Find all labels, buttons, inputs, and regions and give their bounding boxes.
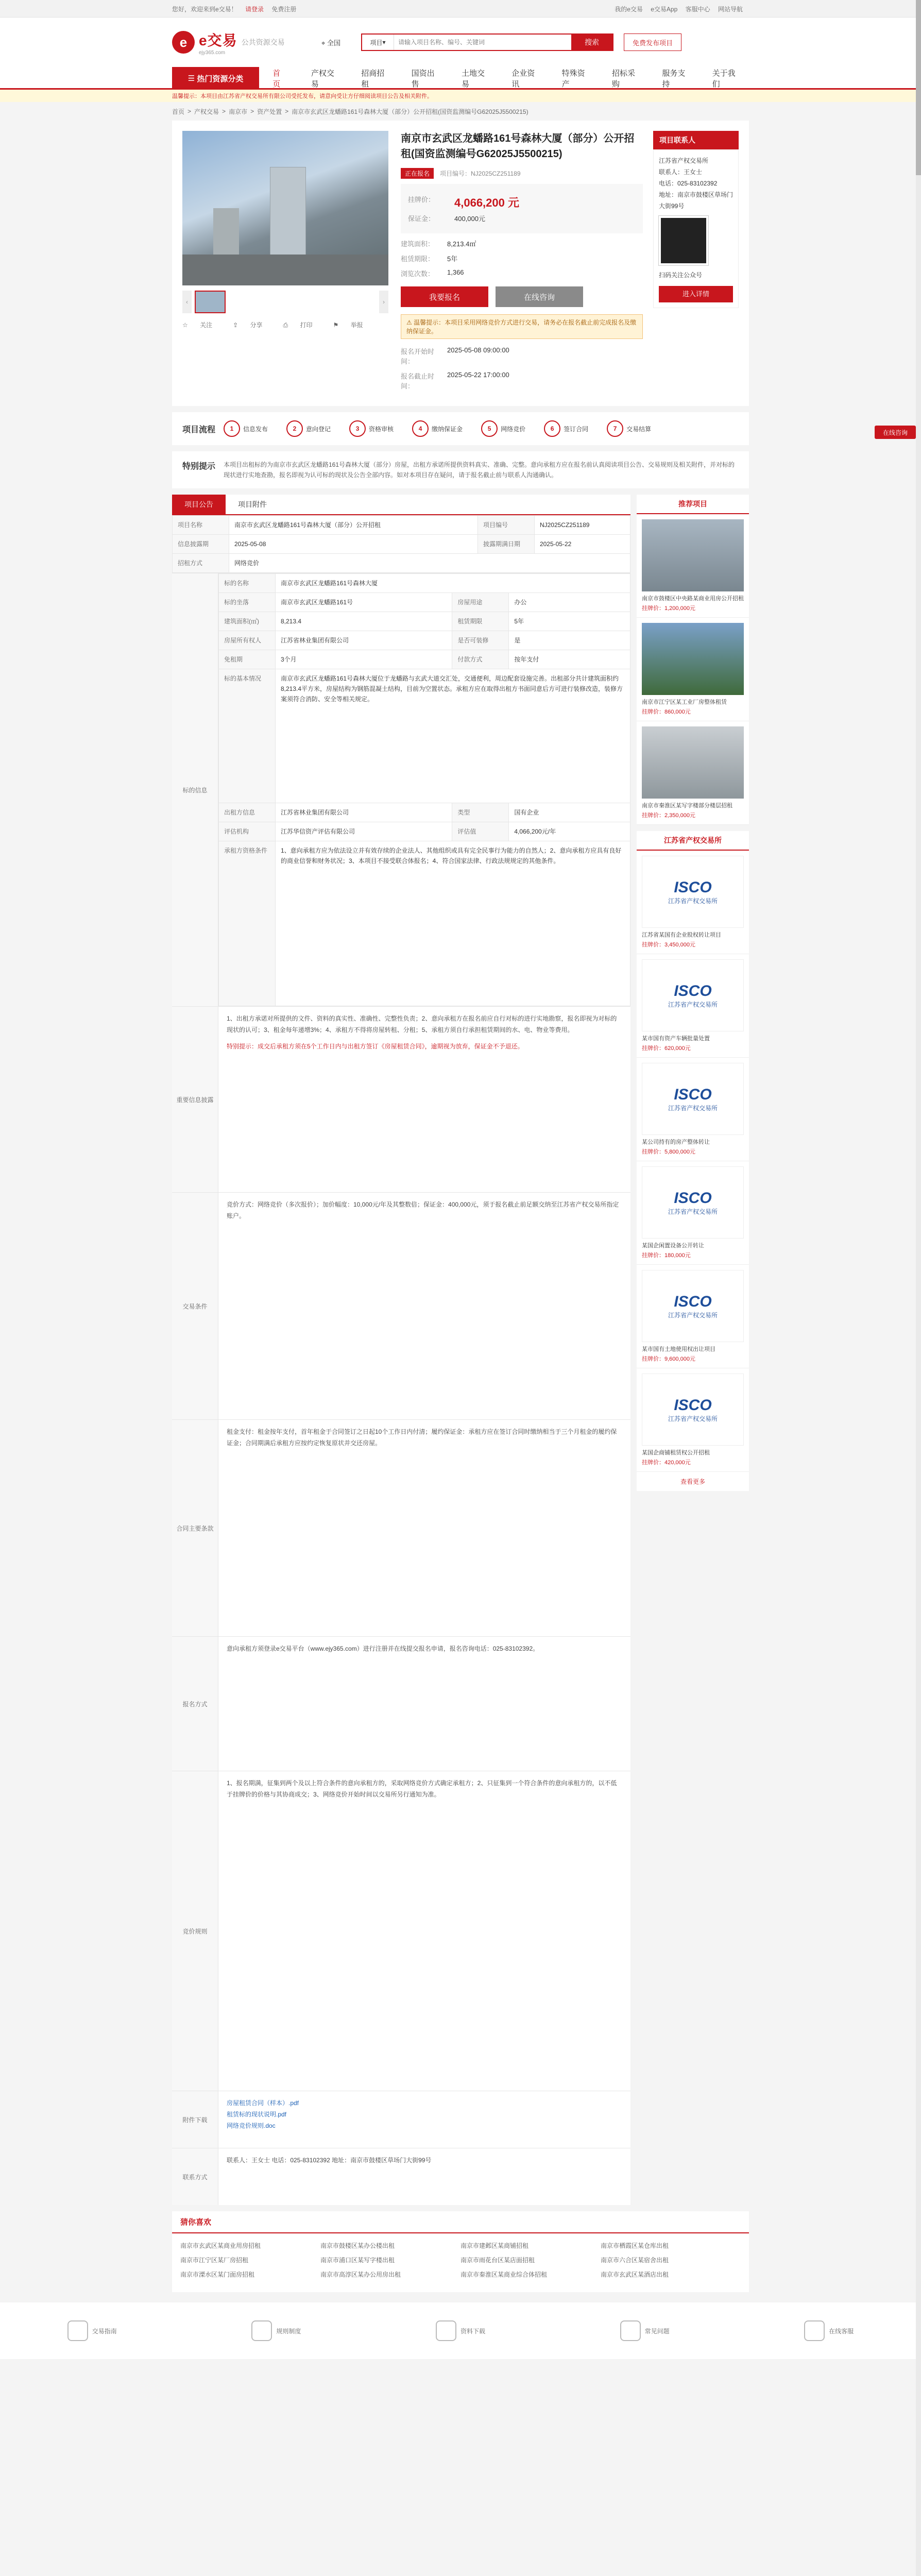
- menu-icon: ☰: [187, 74, 197, 83]
- follow-action[interactable]: [182, 320, 223, 329]
- search-input[interactable]: [394, 35, 571, 50]
- cell-value: 南京市玄武区龙蟠路161号森林大厦位于龙蟠路与玄武大道交汇处，交通便利，周边配套设施完善。出租部分共计建筑面积约8,213.4平方米，房屋结构为钢筋混凝土结构，目前为空置状态。承租方应在取得出租方书面同意后方可进行装修改造，装修方案须符合消防、安全等相关规定。: [276, 669, 630, 803]
- recommend-item[interactable]: 南京市江宁区某厂房招租: [180, 2257, 249, 2264]
- recommend-item[interactable]: 南京市溧水区某门面房招租: [180, 2271, 255, 2278]
- search-bar: [361, 33, 613, 51]
- price-label: 挂牌价：: [408, 196, 435, 204]
- download-icon: [436, 2320, 456, 2341]
- report-action[interactable]: [333, 320, 373, 329]
- views-value: 1,366: [447, 268, 464, 276]
- recommend-item[interactable]: 南京市浦口区某写字楼出租: [320, 2257, 395, 2264]
- warning-text: 温馨提示：本项目采用网络竞价方式进行交易，请务必在报名截止前完成报名及缴纳保证金。: [406, 319, 637, 335]
- isco-card[interactable]: [637, 1161, 749, 1265]
- isco-name: 江苏省产权交易所: [668, 1104, 718, 1112]
- register-link[interactable]: 免费注册: [271, 5, 297, 13]
- nav-item-about[interactable]: 关于我们: [712, 69, 736, 89]
- cell-key: 项目编号: [477, 516, 534, 535]
- notice-bar: 温馨提示：本项目由江苏省产权交易所有限公司受托发布，请意向受让方仔细阅读项目公告及相关附件。: [0, 90, 921, 102]
- isco-logo: ISCO: [674, 878, 712, 896]
- service-chat[interactable]: [804, 2320, 854, 2341]
- logo-text: e交易: [199, 32, 237, 48]
- contract-text: 租金支付：租金按年支付，首年租金于合同签订之日起10个工作日内付清；履约保证金：承租方应在签订合同时缴纳相当于三个月租金的履约保证金；合同期满后承租方应按约定恢复原状并交还房屋。: [227, 1428, 617, 1447]
- top-link-sitemap[interactable]: 网站导航: [718, 5, 743, 13]
- float-consult-button[interactable]: 在线咨询: [875, 426, 916, 439]
- attachment-link[interactable]: 网络竞价规则.doc: [227, 2122, 276, 2129]
- cell-key: 评估机构: [219, 822, 276, 841]
- tab-announcement[interactable]: 项目公告: [172, 495, 226, 514]
- crumb-2[interactable]: 南京市: [229, 108, 248, 115]
- process-step: 4 缴纳保证金: [412, 420, 463, 437]
- cell-value: 2025-05-22: [534, 535, 630, 554]
- related-card[interactable]: [637, 721, 749, 825]
- print-action[interactable]: [283, 320, 323, 329]
- sidebar: [637, 495, 749, 2205]
- service-label: 资料下载: [460, 2327, 485, 2335]
- isco-card[interactable]: [637, 1265, 749, 1368]
- card-title: 某市国有土地使用权出让项目: [642, 1346, 715, 1352]
- project-title: 南京市玄武区龙蟠路161号森林大厦（部分）公开招租(国资监测编号G62025J5500215): [401, 133, 635, 160]
- basic-info-block: 标的信息 标的名称 南京市玄武区龙蟠路161号森林大厦 标的坐落 南京市玄武区龙蟠路161号 房屋用途 办公 建筑面积(㎡) 8,213.4 租赁期限 5年 房屋所有权人 江苏省林业集团有限公司 是否可装修 是 免租期 3个月 付款方式 按年支付 标的基本情况 南京市玄武区龙蟠路161号森林大厦位于龙蟠路与玄武大道交汇处，交通便利，周边配套设施完善。出租部分共计建筑面积约8,213.4平方米，房屋结构为钢筋混凝土结构，目前为空置状态。承租方应在取得出租方书面同意后方可进行装修改造，装修方案须符合消防、安全等相关规定。 出租方信息 江苏省林业集团有限公司 类型 国有企业 评估机构 江苏华信资产评估有限公司 评估值 4,066,200元/年 承租方资格条件 1、意向承租方应为依法设立并有效存续的企业法人、其他组织或具有完全民事行为能力的自然人；2、意向承租方应具有良好的商业信誉和财务状况；3、本项目不接受联合体报名；4、符合国家法律、行政法规规定的其他条件。: [172, 573, 630, 1006]
- nav-item-special[interactable]: 特殊资产: [561, 69, 585, 89]
- card-title: 江苏省某国有企业股权转让项目: [642, 932, 721, 938]
- cell-key: 出租方信息: [219, 803, 276, 822]
- qr-caption: 扫码关注公众号: [659, 272, 703, 279]
- card-image: [642, 519, 744, 591]
- contact-person: 联系人：王女士: [659, 168, 703, 176]
- contract-block: [172, 1419, 630, 1636]
- isco-card[interactable]: [637, 851, 749, 954]
- block-label: 标的信息: [172, 573, 218, 1006]
- service-label: 规则制度: [276, 2327, 301, 2335]
- card-price: 挂牌价：5,800,000元: [642, 1149, 695, 1155]
- special-notice: [172, 451, 749, 488]
- share-icon: ⇪: [233, 321, 238, 329]
- card-price: 挂牌价：860,000元: [642, 709, 691, 715]
- card-price: 挂牌价：620,000元: [642, 1045, 691, 1052]
- service-label: 交易指南: [92, 2327, 117, 2335]
- city-label: 全国: [327, 39, 340, 47]
- cell-key: 是否可装修: [452, 631, 509, 650]
- follow-label: 关注: [200, 321, 213, 329]
- isco-logo: ISCO: [674, 1293, 712, 1310]
- logo-mark: e: [172, 31, 195, 54]
- cell-value: 江苏华信资产评估有限公司: [276, 822, 452, 841]
- card-title: 某市国有资产车辆批量处置: [642, 1036, 710, 1042]
- recommend-item[interactable]: 南京市玄武区某商业用房招租: [180, 2242, 261, 2249]
- service-faq[interactable]: [620, 2320, 670, 2341]
- nav-item-tender[interactable]: 招标采购: [611, 69, 635, 89]
- nav-item-home[interactable]: 首页: [272, 69, 281, 89]
- share-action[interactable]: [233, 320, 272, 329]
- bid-block: [172, 1771, 630, 2091]
- nav-item-lease[interactable]: 招商招租: [361, 69, 385, 89]
- warning-icon: ⚠: [406, 319, 414, 326]
- process-section: [172, 412, 749, 445]
- cell-value: 办公: [509, 593, 630, 612]
- cell-value: 8,213.4: [276, 612, 452, 631]
- nav-item-land[interactable]: 土地交易: [461, 69, 485, 89]
- related-card[interactable]: [637, 514, 749, 618]
- city-selector[interactable]: [321, 38, 340, 47]
- period-value: 5年: [447, 255, 458, 263]
- apply-button[interactable]: 我要报名: [401, 286, 488, 307]
- contact-detail-button[interactable]: 进入详情: [659, 286, 733, 302]
- card-title: 南京市鼓楼区中央路某商业用房公开招租: [642, 596, 744, 602]
- block-label: 重要信息披露: [172, 1007, 218, 1192]
- top-link-service[interactable]: 客服中心: [685, 5, 710, 13]
- isco-name: 江苏省产权交易所: [668, 1001, 718, 1008]
- cell-value: 国有企业: [509, 803, 630, 822]
- recommend-item[interactable]: 南京市鼓楼区某办公楼出租: [320, 2242, 395, 2249]
- search-type-label: 项目: [370, 39, 383, 46]
- attachment-link[interactable]: 租赁标的现状说明.pdf: [227, 2111, 287, 2118]
- trade-text: 竞价方式：网络竞价（多次报价）；加价幅度：10,000元/年及其整数倍；保证金：400,000元，须于报名截止前足额交纳至江苏省产权交易所指定账户。: [227, 1201, 619, 1219]
- card-title: 某公司持有的房产整体转让: [642, 1139, 710, 1145]
- thumbnail-strip: [182, 291, 388, 313]
- logo-sub: ejy365.com: [199, 49, 226, 56]
- cell-value: 南京市玄武区龙蟠路161号森林大厦: [276, 574, 630, 593]
- isco-name: 江苏省产权交易所: [668, 1415, 718, 1422]
- isco-logo: ISCO: [674, 1086, 712, 1103]
- cell-value: 江苏省林业集团有限公司: [276, 803, 452, 822]
- block-label: 合同主要条款: [172, 1420, 218, 1636]
- logo[interactable]: [172, 29, 311, 56]
- recommend-item[interactable]: 南京市栖霞区某仓库出租: [601, 2242, 669, 2249]
- category-label: 热门资源分类: [197, 74, 244, 83]
- rules-icon: [251, 2320, 272, 2341]
- guide-icon: [67, 2320, 88, 2341]
- cell-key: 房屋所有权人: [219, 631, 276, 650]
- cell-key: 标的坐落: [219, 593, 276, 612]
- service-label: 常见问题: [644, 2327, 670, 2335]
- main-image[interactable]: [182, 131, 388, 285]
- contact-title: 项目联系人: [653, 131, 739, 149]
- isco-logo: ISCO: [674, 1396, 712, 1414]
- tab-attachments[interactable]: 项目附件: [238, 500, 267, 509]
- related-panel: [637, 495, 749, 825]
- top-link-app[interactable]: e交易App: [651, 5, 678, 13]
- cell-value: 是: [509, 631, 630, 650]
- card-price: 挂牌价：180,000元: [642, 1252, 691, 1259]
- start-value: 2025-05-08 09:00:00: [447, 346, 509, 354]
- area-value: 8,213.4㎡: [447, 240, 476, 248]
- top-link-my[interactable]: 我的e交易: [615, 5, 643, 13]
- service-strip: [0, 2302, 921, 2359]
- contact-address: 地址：南京市鼓楼区草场门大街99号: [659, 191, 734, 210]
- scrollbar-thumb[interactable]: [916, 0, 921, 175]
- contact-panel: [653, 131, 739, 396]
- category-menu[interactable]: [172, 67, 259, 90]
- special-title: 特别提示: [182, 462, 216, 471]
- end-value: 2025-05-22 17:00:00: [447, 371, 509, 379]
- cell-value: 江苏省林业集团有限公司: [276, 631, 452, 650]
- status-badge: 正在报名: [401, 168, 434, 179]
- top-bar: [0, 0, 921, 18]
- cell-key: 项目名称: [173, 516, 229, 535]
- related-card[interactable]: [637, 618, 749, 721]
- deposit-label: 保证金：: [408, 215, 435, 223]
- card-price: 挂牌价：9,600,000元: [642, 1356, 695, 1362]
- card-title: 某国企闲置设备公开转让: [642, 1243, 704, 1249]
- thumbnail[interactable]: [195, 291, 226, 313]
- deposit-value: 400,000元: [454, 215, 485, 223]
- chevron-right-icon[interactable]: ›: [379, 291, 388, 313]
- crumb-3[interactable]: 资产处置: [257, 108, 282, 115]
- contact-block: [172, 2148, 630, 2205]
- header: [0, 18, 921, 67]
- project-info: [401, 131, 643, 396]
- step-label: 签订合同: [564, 425, 589, 433]
- price-box: [401, 184, 643, 233]
- cell-value: 网络竞价: [229, 554, 630, 573]
- process-step: 1 信息发布: [224, 420, 268, 437]
- trade-block: [172, 1192, 630, 1419]
- recommend-title: 猜你喜欢: [172, 2211, 749, 2233]
- slogan: 公共资源交易: [241, 38, 285, 46]
- cell-value: 3个月: [276, 650, 452, 669]
- project-code: 项目编号：NJ2025CZ251189: [440, 170, 521, 177]
- cell-value: 1、意向承租方应为依法设立并有效存续的企业法人、其他组织或具有完全民事行为能力的自然人；2、意向承租方应具有良好的商业信誉和财务状况；3、本项目不接受联合体报名；4、符合国家法律、行政法规规定的其他条件。: [276, 841, 630, 1006]
- process-step: 2 意向登记: [286, 420, 331, 437]
- special-text: 本项目出租标的为南京市玄武区龙蟠路161号森林大厦（部分）房屋，出租方承诺所提供资料真实、准确、完整。意向承租方应在报名前认真阅读项目公告、交易规则及相关附件，并对标的现状进行实地查勘，报名即视为认可标的现状及公告全部内容。如对本项目存在疑问，请于报名截止前与联系人沟通确认。: [224, 461, 735, 479]
- qr-code: [659, 216, 708, 265]
- isco-logo: ISCO: [674, 982, 712, 999]
- chevron-left-icon[interactable]: ‹: [182, 291, 192, 313]
- views-label: 浏览次数：: [401, 270, 435, 278]
- recommend-item[interactable]: 南京市建邺区某商铺招租: [460, 2242, 529, 2249]
- flag-icon: ⚑: [333, 321, 339, 329]
- process-step: 3 资格审核: [349, 420, 394, 437]
- nav-item-support[interactable]: 服务支持: [662, 69, 686, 89]
- cell-value: 南京市玄武区龙蟠路161号森林大厦（部分）公开招租: [229, 516, 478, 535]
- isco-panel: [637, 831, 749, 1491]
- star-icon: ☆: [182, 321, 188, 329]
- faq-icon: [620, 2320, 641, 2341]
- login-link[interactable]: 请登录: [245, 5, 264, 13]
- block-label: 报名方式: [172, 1637, 218, 1771]
- process-title: 项目流程: [182, 425, 216, 434]
- service-download[interactable]: [436, 2320, 485, 2341]
- area-label: 建筑面积：: [401, 240, 435, 248]
- cell-key: 租赁期限: [452, 612, 509, 631]
- cell-key: 房屋用途: [452, 593, 509, 612]
- cell-key: 承租方资格条件: [219, 841, 276, 1006]
- step-label: 信息发布: [243, 425, 268, 433]
- contact-org: 江苏省产权交易所: [659, 157, 709, 164]
- detail-tabs: [172, 495, 630, 515]
- service-label: 在线客服: [829, 2327, 854, 2335]
- search-type-select[interactable]: 项目 ▾: [362, 35, 394, 50]
- attachment-link[interactable]: 房屋租赁合同（样本）.pdf: [227, 2099, 299, 2107]
- isco-title: 江苏省产权交易所: [637, 831, 749, 851]
- isco-card[interactable]: [637, 1368, 749, 1472]
- recommend-section: [172, 2211, 749, 2292]
- isco-name: 江苏省产权交易所: [668, 897, 718, 905]
- period-label: 租赁期限：: [401, 255, 435, 263]
- cell-value: NJ2025CZ251189: [534, 516, 630, 535]
- search-button[interactable]: 搜索: [571, 35, 612, 50]
- disclosure-block: [172, 1006, 630, 1192]
- cell-key: 标的基本情况: [219, 669, 276, 803]
- recommend-item[interactable]: 南京市高淳区某办公用房出租: [320, 2271, 401, 2278]
- recommend-item[interactable]: 南京市秦淮区某商业综合体招租: [460, 2271, 548, 2278]
- cell-value: 南京市玄武区龙蟠路161号: [276, 593, 452, 612]
- crumb-1[interactable]: 产权交易: [194, 108, 219, 115]
- start-label: 报名开始时间：: [401, 348, 435, 365]
- service-rules[interactable]: [251, 2320, 301, 2341]
- more-link[interactable]: 查看更多: [680, 1478, 705, 1485]
- scrollbar[interactable]: [916, 0, 921, 2576]
- process-step: 5 网络竞价: [481, 420, 525, 437]
- location-icon: ⌖: [321, 39, 326, 47]
- block-label: 交易条件: [172, 1193, 218, 1419]
- block-label: 联系方式: [172, 2148, 218, 2205]
- isco-name: 江苏省产权交易所: [668, 1311, 718, 1319]
- cell-key: 信息披露期: [173, 535, 229, 554]
- card-image: [642, 623, 744, 695]
- card-title: 南京市江宁区某工业厂房整体租赁: [642, 699, 727, 705]
- recommend-item[interactable]: 南京市雨花台区某店面招租: [460, 2257, 535, 2264]
- apply-block: [172, 1636, 630, 1771]
- attach-block: [172, 2091, 630, 2148]
- block-label: 竞价规则: [172, 1771, 218, 2091]
- card-price: 挂牌价：420,000元: [642, 1460, 691, 1466]
- welcome-text: 您好，欢迎来到e交易！: [172, 5, 237, 13]
- card-price: 挂牌价：3,450,000元: [642, 942, 695, 948]
- share-label: 分享: [250, 321, 263, 329]
- main-nav: [0, 67, 921, 90]
- process-step: 6 签订合同: [544, 420, 588, 437]
- consult-button[interactable]: 在线咨询: [496, 286, 583, 307]
- step-label: 交易结算: [626, 425, 652, 433]
- recommend-item[interactable]: 南京市六合区某宿舍出租: [601, 2257, 669, 2264]
- end-label: 报名截止时间：: [401, 372, 435, 390]
- contact-phone: 电话：025-83102392: [659, 180, 718, 187]
- cell-key: 披露期满日期: [477, 535, 534, 554]
- content-area: [172, 495, 749, 2205]
- crumb-0[interactable]: 首页: [172, 108, 185, 115]
- recommend-item[interactable]: 南京市玄武区某酒店出租: [601, 2271, 669, 2278]
- isco-logo: ISCO: [674, 1189, 712, 1207]
- price-value: 4,066,200 元: [454, 196, 519, 209]
- step-label: 网络竞价: [501, 425, 526, 433]
- step-label: 意向登记: [306, 425, 331, 433]
- bid-text: 1、报名期满，征集到两个及以上符合条件的意向承租方的，采取网络竞价方式确定承租方；2、只征集到一个符合条件的意向承租方的，以不低于挂牌价的价格与其协商成交；3、网络竞价开始时间以交易所另行通知为准。: [227, 1780, 617, 1798]
- nav-item-property[interactable]: 产权交易: [311, 69, 334, 89]
- cell-key: 免租期: [219, 650, 276, 669]
- gallery: [182, 131, 388, 396]
- breadcrumb: 首页 > 产权交易 > 南京市 > 资产处置 > 南京市玄武区龙蟠路161号森林大厦（部分）公开招租(国资监测编号G62025J5500215): [172, 108, 528, 115]
- project-summary: [172, 121, 749, 406]
- nav-item-state-assets[interactable]: 国资出售: [411, 69, 435, 89]
- cell-key: 付款方式: [452, 650, 509, 669]
- report-label: 举报: [350, 321, 363, 329]
- cell-key: 建筑面积(㎡): [219, 612, 276, 631]
- publish-button[interactable]: 免费发布项目: [624, 33, 681, 51]
- step-label: 资格审核: [369, 425, 394, 433]
- cell-key: 标的名称: [219, 574, 276, 593]
- nav-item-news[interactable]: 企业资讯: [511, 69, 535, 89]
- card-title: 某国企商铺租赁权公开招租: [642, 1450, 710, 1456]
- card-title: 南京市秦淮区某写字楼部分楼层招租: [642, 803, 732, 809]
- isco-card[interactable]: [637, 1058, 749, 1161]
- crumb-current: 南京市玄武区龙蟠路161号森林大厦（部分）公开招租(国资监测编号G62025J5500215): [292, 108, 528, 115]
- cell-value: 5年: [509, 612, 630, 631]
- related-title: 推荐项目: [637, 495, 749, 514]
- process-step: 7 交易结算: [607, 420, 651, 437]
- card-price: 挂牌价：2,350,000元: [642, 812, 695, 819]
- cell-value: 4,066,200元/年: [509, 822, 630, 841]
- service-guide[interactable]: [67, 2320, 117, 2341]
- card-image: [642, 726, 744, 799]
- card-price: 挂牌价：1,200,000元: [642, 605, 695, 612]
- contact-text: 联系人：王女士 电话：025-83102392 地址：南京市鼓楼区草场门大街99号: [227, 2157, 432, 2164]
- isco-name: 江苏省产权交易所: [668, 1208, 718, 1215]
- cell-key: 招租方式: [173, 554, 229, 573]
- highlight-text: 特别提示：成交后承租方须在5个工作日内与出租方签订《房屋租赁合同》，逾期视为放弃，保证金不予退还。: [227, 1043, 524, 1050]
- isco-card[interactable]: [637, 954, 749, 1058]
- chat-icon: [804, 2320, 825, 2341]
- block-label: 附件下载: [172, 2091, 218, 2148]
- print-icon: ⎙: [283, 321, 288, 329]
- print-label: 打印: [300, 321, 313, 329]
- warning-box: [401, 314, 643, 339]
- cell-value: 按年支付: [509, 650, 630, 669]
- action-row: [182, 320, 388, 329]
- cell-value: 2025-05-08: [229, 535, 478, 554]
- overview-table: [172, 515, 630, 573]
- notes-text: 1、出租方承诺对所提供的文件、资料的真实性、准确性、完整性负责；2、意向承租方在报名前应自行对标的进行实地勘察，报名即视为对标的现状的认可；3、租金每年递增3%；4、承租方不得将房屋转租、分租；5、承租方须自行承担租赁期间的水、电、物业等费用。: [227, 1015, 617, 1033]
- apply-text: 意向承租方须登录e交易平台（www.ejy365.com）进行注册并在线提交报名申请，报名咨询电话：025-83102392。: [227, 1645, 539, 1652]
- step-label: 缴纳保证金: [432, 425, 463, 433]
- detail-panel: [172, 495, 630, 2205]
